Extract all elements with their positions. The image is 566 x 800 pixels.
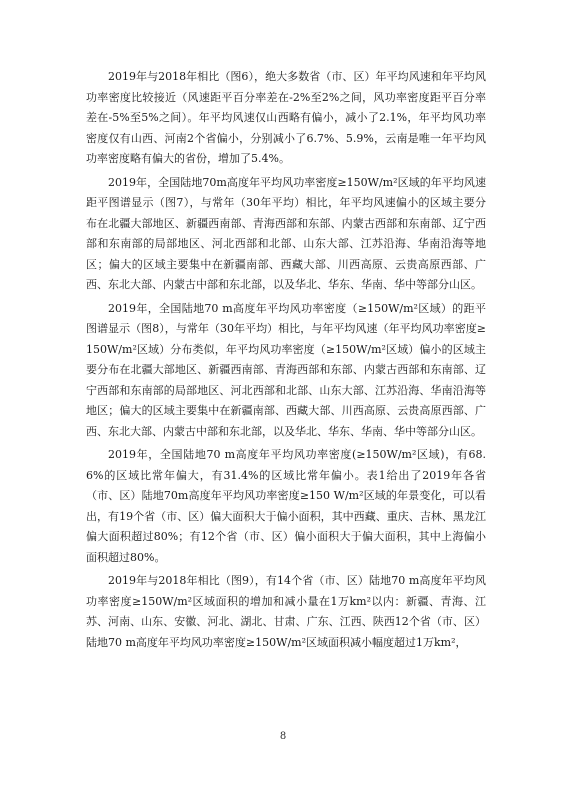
paragraph-1: 2019年与2018年相比（图6），绝大多数省（市、区）年平均风速和年平均风功率密度比较接近（风速距平百分率差在-2%至2%之间，风功率密度距平百分率差在-5%至5%之间）。年平均风速仅山西略有偏小，减小了2.1%，年平均风功率密度仅有山西、河南2个省偏小，分别减小了6.7%、5.9%，云南是唯一年平均风功率密度略有偏大的省份，增加了5.4%。	[86, 70, 486, 165]
paragraph-3: 2019年，全国陆地70 m高度年平均风功率密度（≥150W/m²区域）的距平图谱显示（图8），与常年（30年平均）相比，与年平均风速（年平均风功率密度≥150W/m²区域）分布类似，年平均风功率密度（≥150W/m²区域）偏小的区域主要分布在北疆大部地区、新疆西南部、青海西部和东部、内蒙古西部和东南部、辽宁西部和东南部的局部地区、河北西部和北部、山东大部、江苏沿海、华南沿海等地区；偏大的区域主要集中在新疆南部、西藏大部、川西高原、云贵高原西部、广西、东北大部、内蒙古中部和东北部，以及华北、华东、华南、华中等部分山区。	[86, 301, 486, 438]
paragraph-4: 2019年，全国陆地70 m高度年平均风功率密度(≥150W/m²区域)，有68.6%的区域比常年偏大，有31.4%的区域比常年偏小。表1给出了2019年各省（市、区）陆地70m高度年平均风功率密度≥150 W/m²区域的年景变化，可以看出，有19个省（市、区）偏大面积大于偏小面积，其中西藏、重庆、吉林、黑龙江偏大面积超过80%；有12个省（市、区）偏小面积大于偏大面积，其中上海偏小面积超过80%。	[86, 448, 486, 564]
page-number: 8	[279, 731, 287, 742]
body-text	[86, 67, 486, 656]
paragraph-2: 2019年，全国陆地70m高度年平均风功率密度≥150W/m²区域的年平均风速距平图谱显示（图7），与常年（30年平均）相比，年平均风速偏小的区域主要分布在北疆大部地区、新疆西南部、青海西部和东部、内蒙古西部和东南部、辽宁西部和东南部的局部地区、河北西部和北部、山东大部、江苏沿海、华南沿海等地区；偏大的区域主要集中在新疆南部、西藏大部、川西高原、云贵高原西部、广西、东北大部、内蒙古中部和东北部，以及华北、华东、华南、华中等部分山区。	[86, 175, 486, 291]
paragraph-5: 2019年与2018年相比（图9），有14个省（市、区）陆地70 m高度年平均风功率密度≥150W/m²区域面积的增加和减小量在1万km²以内：新疆、青海、江苏、河南、山东、安徽、河北、湖北、甘肃、广东、江西、陕西12个省（市、区）陆地70 m高度年平均风功率密度≥150W/m²区域面积减小幅度超过1万km²，	[86, 574, 486, 649]
